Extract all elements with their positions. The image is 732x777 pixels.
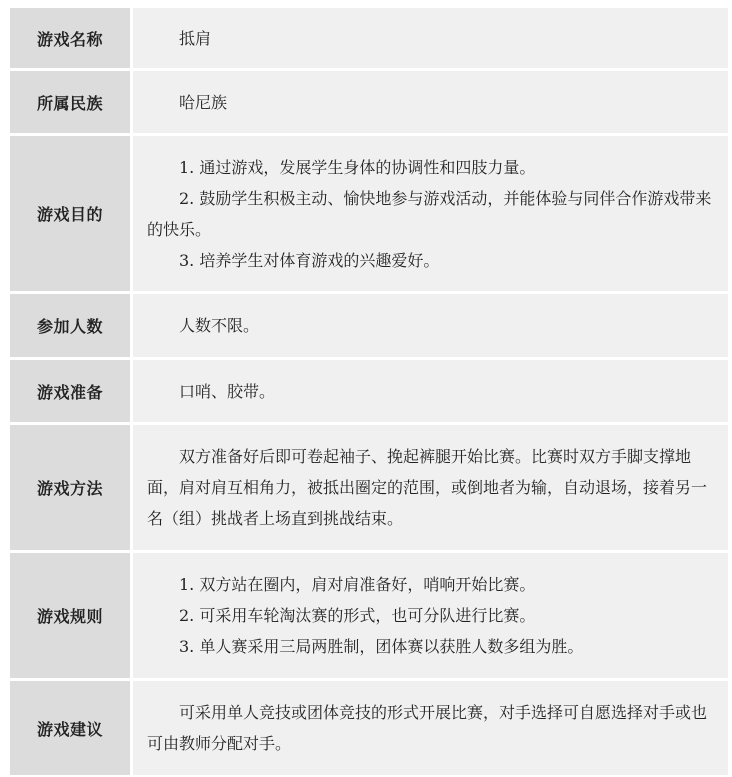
row-content (133, 71, 728, 133)
row-text: 1. 通过游戏，发展学生身体的协调性和四肢力量。 (179, 157, 536, 177)
row-content (133, 425, 728, 550)
row-text: 人数不限。 (179, 316, 260, 335)
row-text: 2. 鼓励学生积极主动、愉快地参与游戏活动，并能体验与同伴合作游戏带来的快乐。 (147, 188, 712, 239)
row-content (133, 681, 728, 775)
row-label: 游戏方法 (10, 425, 133, 550)
row-label: 游戏准备 (10, 360, 133, 422)
row-text: 2. 可采用车轮淘汰赛的形式，也可分队进行比赛。 (179, 606, 536, 625)
table-row-purpose (10, 136, 728, 294)
row-text: 抵肩 (179, 28, 212, 48)
row-text: 1. 双方站在圈内，肩对肩准备好，哨响开始比赛。 (179, 575, 536, 594)
table-row-suggestion (10, 681, 728, 775)
table-row-preparation (10, 360, 728, 425)
row-label: 参加人数 (10, 294, 133, 357)
row-content (133, 553, 728, 678)
row-text: 双方准备好后即可卷起袖子、挽起裤腿开始比赛。比赛时双方手脚支撑地面，肩对肩互相角力，被抵出圈定的范围，或倒地者为输，自动退场，接着另一名（组）挑战者上场直到挑战结束。 (147, 447, 708, 528)
row-text: 3. 单人赛采用三局两胜制，团体赛以获胜人数多组为胜。 (179, 637, 584, 656)
row-label: 游戏目的 (10, 136, 133, 291)
row-content (133, 136, 728, 291)
row-label: 游戏名称 (10, 8, 133, 68)
game-info-table (10, 8, 728, 775)
row-label: 游戏规则 (10, 553, 133, 678)
table-row-name (10, 8, 728, 71)
row-text: 哈尼族 (179, 92, 228, 112)
row-content (133, 360, 728, 422)
row-text: 3. 培养学生对体育游戏的兴趣爱好。 (179, 250, 440, 270)
row-label: 游戏建议 (10, 681, 133, 775)
row-text: 可采用单人竞技或团体竞技的形式开展比赛，对手选择可自愿选择对手或也可由教师分配对手。 (147, 703, 708, 753)
row-text: 口哨、胶带。 (179, 381, 276, 401)
table-row-participants (10, 294, 728, 360)
row-content (133, 294, 728, 357)
table-row-ethnicity (10, 71, 728, 136)
table-row-method (10, 425, 728, 553)
table-row-rules (10, 553, 728, 681)
row-content (133, 8, 728, 68)
row-label: 所属民族 (10, 71, 133, 133)
